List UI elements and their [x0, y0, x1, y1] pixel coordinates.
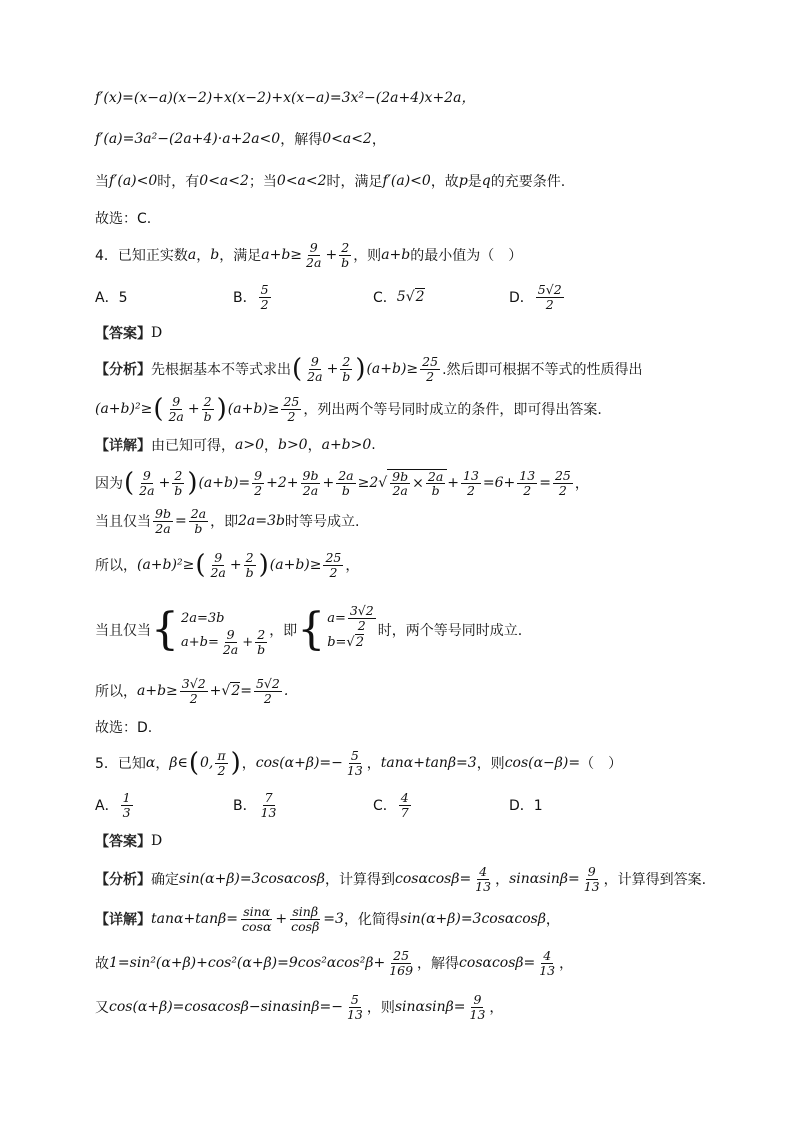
- text: ，列出两个等号同时成立的条件，即可得出答案.: [303, 402, 602, 418]
- text: 时等号成立.: [284, 514, 360, 530]
- analysis-tag: 【分析】: [95, 362, 151, 378]
- option-c[interactable]: C． 5√2: [373, 289, 425, 306]
- text: ，: [263, 438, 278, 454]
- detail-5-line-2: 故 1=sin²(α+β)+cos²(α+β)=9cos²αcos²β+ $\frac{25}{169}$ ，解得 cosαcosβ= $\frac{4}{13}$ ，: [95, 948, 574, 978]
- text: 所以，: [95, 684, 137, 700]
- text: 先根据基本不等式求出: [151, 362, 291, 378]
- question-5: 5．已知 α ， β∈ ( 0, $\frac{\pi}{2}$ ) ， cos(α+β)=− $\frac{5}{13}$ ， tanα+tanβ=3 ，则 cos(α−β)= （ ）: [95, 748, 623, 778]
- text: ，则: [366, 1000, 395, 1016]
- math: b>0: [277, 437, 308, 453]
- math: 1=sin²(α+β)+cos²(α+β)=9cos²αcos²β+: [109, 955, 386, 971]
- detail-5: 【详解】 tanα+tanβ= $\frac{\sin\alpha}{\cos\alpha}$ + $\frac{\sin\beta}{\cos\beta}$ =3 ，化简得 sin(α+β)=3cosαcosβ ，: [95, 904, 560, 934]
- question-4: 4．已知正实数 a ， b ，满足 a+b≥ $\frac{9}{2a}$ + $\frac{2}{b}$ ，则 a+b 的最小值为（ ）: [95, 240, 523, 270]
- math: α: [145, 755, 156, 771]
- choose-line: [95, 203, 151, 233]
- math: b: [210, 247, 220, 263]
- math: tanα+tanβ=: [151, 911, 238, 927]
- text: ，: [559, 956, 574, 972]
- option-a[interactable]: A． $\frac{1}{3}$: [95, 790, 131, 820]
- math: sin(α+β)=3cosαcosβ: [399, 911, 546, 927]
- math: 0<a<2: [276, 173, 327, 189]
- text: ，: [196, 248, 211, 264]
- text: 时，两个等号同时成立.: [377, 623, 523, 639]
- text: ，: [495, 872, 510, 888]
- text: ，即: [210, 514, 239, 530]
- text: ，即: [269, 623, 298, 639]
- question-5-options: [95, 790, 715, 820]
- text: ，: [371, 132, 386, 148]
- text: ，解得: [417, 956, 460, 972]
- text: 时，满足: [326, 174, 383, 190]
- text: ，化简得: [343, 912, 400, 928]
- math: cos(α+β)=cosαcosβ−sinαsinβ=−: [109, 999, 343, 1015]
- choose-line-4: [95, 712, 152, 742]
- text: ，计算得到答案.: [603, 872, 707, 888]
- option-a[interactable]: [95, 287, 127, 307]
- analysis-5: 【分析】 确定 sin(α+β)=3cosαcosβ ，计算得到 cosαcosβ= $\frac{4}{13}$ ， sinαsinβ= $\frac{9}{13}$ ，计算得到答案.: [95, 864, 707, 894]
- math: f′(a)<0: [109, 173, 158, 189]
- question-4-options: [95, 282, 715, 312]
- analysis-4-cont: (a+b)²≥ ( $\frac{9}{2a}$ + $\frac{2}{b}$ ) (a+b)≥ $\frac{25}{2}$ ，列出两个等号同时成立的条件，即可得出答案.: [95, 394, 602, 424]
- text: ，: [241, 756, 256, 772]
- math: f′(a)<0: [382, 173, 431, 189]
- text: ，: [545, 912, 560, 928]
- detail-tag: 【详解】: [95, 912, 151, 928]
- text: ，: [366, 756, 381, 772]
- answer-tag: 【答案】: [95, 326, 151, 342]
- math: a>0: [235, 437, 264, 453]
- text: 所以，: [95, 558, 137, 574]
- math: cosαcosβ=: [459, 955, 536, 971]
- math: cosαcosβ=: [394, 871, 472, 887]
- text: 确定: [151, 872, 179, 888]
- detail-4: [95, 430, 376, 460]
- answer-value: D: [151, 833, 163, 849]
- text: ，则: [353, 248, 382, 264]
- derivative-line: [95, 82, 475, 112]
- option-label: D．: [509, 290, 534, 306]
- math: 2a=3b: [238, 513, 285, 529]
- detail-tag: 【详解】: [95, 438, 151, 454]
- math: cos(α+β)=−: [255, 755, 343, 771]
- math: a+b≥: [261, 247, 303, 263]
- so-line-2: 所以， a+b≥ $\frac{3√2}{2}$ +√2= $\frac{5√2}{2}$ .: [95, 676, 289, 706]
- text: ，: [307, 438, 322, 454]
- answer-5: [95, 826, 162, 856]
- text: 因为: [95, 476, 123, 492]
- text: ，: [155, 756, 170, 772]
- text: ，故: [430, 174, 459, 190]
- analysis-tag: 【分析】: [95, 872, 151, 888]
- condition-line: [95, 124, 386, 154]
- option-label: B．: [233, 798, 257, 814]
- question-text: 5．已知: [95, 756, 146, 772]
- math: =3: [323, 911, 344, 927]
- fraction: $\frac{2}{b}$: [341, 240, 350, 270]
- analysis-4: 【分析】 先根据基本不等式求出 ( $\frac{9}{2a}$ + $\frac{2}{b}$ ) (a+b)≥ $\frac{25}{2}$ .然后即可根据不等式的性质得出: [95, 354, 643, 384]
- answer-value: D: [151, 325, 163, 341]
- math: cos(α−β)=: [504, 755, 581, 771]
- math: β∈: [169, 755, 188, 771]
- math: tanα+tanβ=3: [380, 755, 477, 771]
- text: 当且仅当: [95, 623, 151, 639]
- equality-condition: 当且仅当 $\frac{9b}{2a}$ = $\frac{2a}{b}$ ，即 2a=3b 时等号成立.: [95, 506, 360, 536]
- choose-text: 故选：D.: [95, 720, 153, 736]
- math: sinαsinβ=: [394, 999, 466, 1015]
- math: p: [458, 173, 468, 189]
- text: ，满足: [219, 248, 262, 264]
- math: sinαsinβ=: [509, 871, 580, 887]
- derivative-expression: f′(x)=(x−a)(x−2)+x(x−2)+x(x−a)=3x²−(2a+4)x+2a，: [95, 90, 476, 106]
- text: 是: [467, 174, 482, 190]
- text: ，则: [476, 756, 505, 772]
- so-line: 所以， (a+b)²≥ ( $\frac{9}{2a}$ + $\frac{2}{b}$ ) (a+b)≥ $\frac{25}{2}$ ，: [95, 550, 360, 580]
- option-label: D．1: [509, 798, 543, 814]
- detail-5-line-3: 又 cos(α+β)=cosαcosβ−sinαsinβ=− $\frac{5}{13}$ ，则 sinαsinβ= $\frac{9}{13}$ ，: [95, 992, 504, 1022]
- range-expression: 0<a<2: [322, 131, 372, 147]
- option-d[interactable]: D． $\frac{5√2}{2}$: [509, 282, 562, 312]
- option-label: A．: [95, 798, 119, 814]
- text: ，计算得到: [324, 872, 395, 888]
- math: q: [481, 173, 491, 189]
- text: 当: [95, 174, 109, 190]
- option-label: B．: [233, 290, 257, 306]
- math: sin(α+β)=3cosαcosβ: [179, 871, 325, 887]
- text: .然后即可根据不等式的性质得出: [442, 362, 643, 378]
- math: a: [187, 247, 197, 263]
- option-label: C．: [373, 290, 397, 306]
- text: ，: [489, 1000, 504, 1016]
- text: （ ）: [580, 756, 623, 772]
- option-c[interactable]: C． $\frac{4}{7}$: [373, 790, 409, 820]
- text: 的充要条件.: [490, 174, 566, 190]
- text: 时，有: [157, 174, 200, 190]
- option-b[interactable]: B． $\frac{7}{13}$: [233, 790, 277, 820]
- text: 又: [95, 1000, 109, 1016]
- text: ，解得: [280, 132, 323, 148]
- fraction: $\frac{9}{2a}$: [306, 240, 322, 270]
- option-label: A．5: [95, 290, 128, 306]
- conclusion-line: [95, 166, 565, 196]
- condition-expression: f′(a)=3a²−(2a+4)·a+2a<0: [95, 131, 281, 147]
- because-line: 因为 ( $\frac{9}{2a}$ + $\frac{2}{b}$ ) (a+b)= $\frac{9}{2}$ +2+ $\frac{9b}{2a}$ + $\frac{2a}{b}$ ≥2√ $\frac{9b}{2a}$ × $\frac{2a}{b}$ + $\frac{13}{2}$ =6+ $\frac{13}{2}$ = $\frac{25}{2}$ ，: [95, 468, 589, 498]
- text: 当且仅当: [95, 514, 151, 530]
- option-d[interactable]: [509, 795, 543, 815]
- text: 故: [95, 956, 109, 972]
- system-line: 当且仅当 { 2a=3b a+b= $\frac{9}{2a}$ + $\frac{2}{b}$ ，即 { a= $\frac{3√2}{2}$ b=√ 2 时，两个等号同时成立.: [95, 603, 523, 657]
- math: 0<a<2: [199, 173, 249, 189]
- text: 的最小值为（ ）: [410, 248, 523, 264]
- option-label: C．: [373, 798, 397, 814]
- answer-tag: 【答案】: [95, 834, 151, 850]
- math: a+b: [381, 247, 411, 263]
- option-b[interactable]: B． $\frac{5}{2}$: [233, 282, 269, 312]
- text: ；当: [248, 174, 277, 190]
- question-text: 4．已知正实数: [95, 248, 188, 264]
- math: a+b>0: [321, 437, 372, 453]
- text: 由已知可得，: [151, 438, 235, 454]
- choose-text: 故选：C.: [95, 211, 152, 227]
- text: .: [371, 437, 376, 453]
- answer-4: [95, 318, 162, 348]
